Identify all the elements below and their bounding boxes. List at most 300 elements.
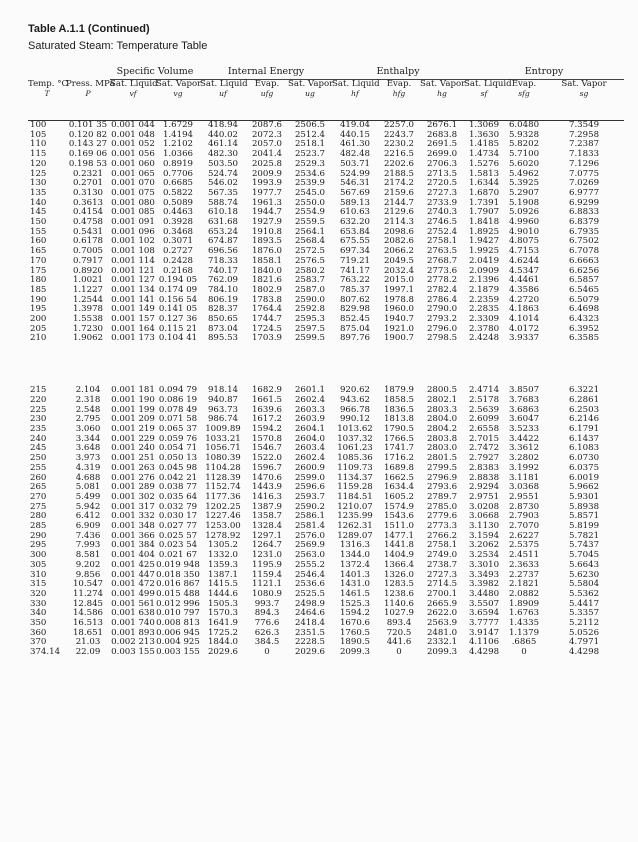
table-cell: 1682.9 [251,385,283,396]
table-cell: 2.8838 [468,472,500,483]
table-cell: 1085.36 [337,453,373,464]
table-cell: 1264.7 [251,540,283,551]
table-cell: 0.050 13 [158,453,198,464]
table-cell: 3.5233 [508,423,540,434]
table-cell: 1.6763 [508,608,540,619]
table-cell: 2790.0 [426,304,458,315]
column-header [156,80,200,121]
table-cell: 265 [30,482,47,493]
table-cell: 1184.51 [337,491,373,502]
table-cell: 0.156 54 [158,294,198,305]
group-specific-volume: Specific Volume [110,64,200,80]
table-cell: 1.5276 [468,158,500,169]
table-cell: 4.9010 [508,226,540,237]
table-cell: 4.4461 [508,275,540,286]
table-title: Table A.1.1 (Continued) [28,23,150,35]
table-cell: 2049.5 [383,255,415,266]
table-cell: 0.038 77 [158,482,198,493]
table-cell: 2228.5 [294,637,326,648]
table-cell: 240 [30,433,47,444]
table-cell: 1764.4 [251,304,283,315]
table-cell: 2.6099 [468,414,500,425]
table-cell: 4.5347 [508,265,540,276]
table-cell: 1813.8 [383,414,415,425]
table-cell: 2523.7 [294,149,326,160]
column-symbol: ug [305,89,315,98]
table-cell: 2025.8 [251,158,283,169]
table-cell: 230 [30,414,47,425]
table-cell: 6.6663 [568,255,600,266]
table-cell: 0 [264,647,270,658]
column-label: Sat. Vapor [288,79,334,89]
table-cell: 2.9551 [508,491,540,502]
table-cell: 1366.4 [383,559,415,570]
table-cell: 1.6729 [162,120,194,130]
table-cell: 776.6 [254,618,280,629]
table-cell: 1227.46 [205,511,241,522]
table-cell: 918.14 [207,385,239,396]
table-cell: 0.001 096 [111,226,155,237]
table-cell: 2512.4 [294,129,326,140]
table-cell: 0.6685 [162,178,194,189]
table-cell: 190 [30,294,47,305]
table-cell: 966.78 [339,404,371,415]
table-cell: 2563.0 [294,550,326,561]
table-cell: 3.2534 [468,550,500,561]
table-cell: 0.2701 [72,178,104,189]
table-cell: 0.174 09 [158,284,198,295]
table-cell: 1790.5 [383,423,415,434]
table-cell: 310 [30,569,47,580]
table-cell: 0.2321 [72,168,104,179]
table-cell: 4.688 [75,472,101,483]
table-cell: 2700.1 [426,588,458,599]
table-cell: 8.581 [75,550,101,561]
table-cell: 986.74 [207,414,239,425]
table-cell: 0.019 948 [156,559,200,570]
table-cell: 1960.0 [383,304,415,315]
table-cell: 875.04 [339,323,371,334]
table-cell: 1.6870 [468,187,500,198]
table-cell: 2683.8 [426,129,458,140]
table-cell: 1.0366 [162,149,194,160]
table-cell: 2727.3 [426,569,458,580]
table-cell: 482.48 [339,149,371,160]
table-cell: 2525.5 [294,588,326,599]
table-cell: 0.001 164 [111,323,155,334]
table-cell: 5.8571 [568,511,600,522]
table-cell: 0.5822 [162,187,194,198]
table-cell: 1326.0 [383,569,415,580]
table-cell: 0.086 19 [158,394,198,405]
table-cell: 0.101 35 [68,120,108,130]
table-cell: 2785.0 [426,501,458,512]
table-cell: 740.17 [207,265,239,276]
column-symbol: sg [579,89,589,98]
table-cell: 5.3357 [568,608,600,619]
table-cell: 0.001 404 [111,550,155,561]
table-cell: 873.04 [207,323,239,334]
table-cell: 12.845 [72,598,104,609]
table-cell: 0.094 79 [158,385,198,396]
table-cell: 2144.7 [383,197,415,208]
table-cell: 0.032 79 [158,501,198,512]
table-cell: 2129.6 [383,207,415,218]
table-cell: 3.4480 [468,588,500,599]
table-cell: 0.021 67 [158,550,198,561]
column-label: Sat. Liquid [110,79,158,89]
table-cell: 2665.9 [426,598,458,609]
table-cell: 2.2737 [508,569,540,580]
table-cell: 0.169 06 [68,149,108,160]
table-cell: 0.003 155 [156,647,200,658]
table-cell: 0.5089 [162,197,194,208]
table-cell: 1159.4 [251,569,283,580]
table-cell: 2563.9 [426,618,458,629]
table-cell: 1725.2 [207,627,239,638]
table-cell: 18.651 [72,627,104,638]
table-cell: 115 [30,149,47,160]
table-cell: 290 [30,530,47,541]
table-cell: 1703.9 [251,333,283,344]
table-cell: 10.547 [72,579,104,590]
table-cell: 5.4417 [568,598,600,609]
table-cell: 1844.0 [207,637,239,648]
table-cell: 0.4154 [72,207,104,218]
table-cell: 1594.2 [339,608,371,619]
table-cell: 1634.4 [383,482,415,493]
table-cell: 3.3982 [468,579,500,590]
table-cell: 785.37 [339,284,371,295]
table-cell: 2804.2 [426,423,458,434]
table-cell: 741.17 [339,265,371,276]
column-label: Press. MPa [66,78,115,89]
table-cell: 1316.3 [339,540,371,551]
table-cell: 1080.39 [205,453,241,464]
table-cell: 0.001 056 [111,149,155,160]
table-cell: 1.0021 [72,275,104,286]
table-cell: 2766.2 [426,530,458,541]
table-cell: 130 [30,178,47,189]
column-symbol: T [44,88,50,98]
table-cell: 1900.7 [383,333,415,344]
table-block-2 [28,386,624,658]
table-cell: 546.31 [339,178,371,189]
table-cell: 2749.0 [426,550,458,561]
table-cell: 2583.7 [294,275,326,286]
table-cell: 1358.7 [251,511,283,522]
table-cell: 1724.5 [251,323,283,334]
table-cell: 1511.0 [383,521,415,532]
table-cell: 2801.5 [426,453,458,464]
table-cell: 0.001 080 [111,197,155,208]
table-cell: 1159.28 [337,482,373,493]
table-cell: 2590.0 [294,294,326,305]
table-cell: 3.648 [75,443,101,454]
table-cell: 6.1083 [568,443,600,454]
table-cell: 1.6344 [468,178,500,189]
table-cell: 0.002 213 [111,637,155,648]
table-cell: 0.001 108 [111,246,155,257]
table-cell: 200 [30,314,47,325]
table-cell: 2763.5 [426,246,458,257]
table-cell: 1927.9 [251,217,283,228]
table-cell: 2550.0 [294,197,326,208]
table-cell: 0.001 472 [111,579,155,590]
table-cell: 0.016 867 [156,579,200,590]
table-cell: 1401.3 [339,569,371,580]
table-cell: 9.202 [75,559,101,570]
table-cell: 1461.5 [339,588,371,599]
table-cell: 2.318 [75,394,101,405]
table-cell: 110 [30,139,47,150]
table-cell: 315 [30,579,47,590]
table-cell: 567.69 [339,187,371,198]
column-label: Sat. Liquid [464,79,512,89]
table-cell: 697.34 [339,246,371,257]
table-cell: 1283.5 [383,579,415,590]
table-cell: 3.060 [75,423,101,434]
table-cell: 482.30 [207,149,239,160]
table-cell: 1033.21 [205,433,241,444]
table-cell: 1766.5 [383,433,415,444]
table-cell: 100 [30,120,47,130]
table-cell: 2802.1 [426,394,458,405]
table-cell: 2.9294 [468,482,500,493]
table-cell: 2758.1 [426,236,458,247]
table-cell: 1.1227 [72,284,104,295]
table-cell: 2545.0 [294,187,326,198]
table-cell: 0.027 77 [158,521,198,532]
table-cell: 2706.3 [426,158,458,169]
table-cell: 5.7437 [568,540,600,551]
table-cell: 255 [30,462,47,473]
table-cell: 0.001 199 [111,404,155,415]
table-cell: 2534.6 [294,168,326,179]
table-cell: 2418.4 [294,618,326,629]
table-cell: 2796.0 [426,323,458,334]
table-cell: 2072.3 [251,129,283,140]
column-header [332,80,378,121]
table-cell: 2789.7 [426,491,458,502]
table-cell: 0.3613 [72,197,104,208]
table-cell: 5.6020 [508,158,540,169]
table-cell: 5.1908 [508,197,540,208]
table-cell: 6.7935 [568,226,600,237]
table-cell: 3.0208 [468,501,500,512]
table-cell: 3.7683 [508,394,540,405]
table-cell: 0.025 57 [158,530,198,541]
table-cell: 2.6558 [468,423,500,434]
column-header [246,80,288,121]
table-cell: 145 [30,207,47,218]
column-header [378,80,420,121]
table-cell: 150 [30,217,47,228]
table-cell: 2752.4 [426,226,458,237]
table-cell: 2041.4 [251,149,283,160]
table-cell: 2559.5 [294,217,326,228]
table-cell: 1978.8 [383,294,415,305]
table-cell: 3.3493 [468,569,500,580]
table-cell: 524.99 [339,168,371,179]
table-cell: 1.3630 [468,129,500,140]
table-cell: 2555.2 [294,559,326,570]
table-cell: 1328.4 [251,521,283,532]
table-cell: 461.14 [207,139,239,150]
column-label: Sat. Vapor [420,79,466,89]
table-cell: 2581.4 [294,521,326,532]
table-cell: 1961.3 [251,197,283,208]
group-entropy: Entropy [464,64,624,80]
table-cell: 2.4248 [468,333,500,344]
table-cell: 2746.5 [426,217,458,228]
column-header [28,78,69,121]
table-cell: 2554.9 [294,207,326,218]
table-cell: 4.6244 [508,255,540,266]
column-header-row [28,80,624,121]
table-cell: 0.001 638 [111,608,155,619]
table-cell: 5.9328 [508,129,540,140]
table-cell: 0.010 797 [156,608,200,619]
table-cell: 235 [30,423,47,434]
table-cell: 3.0668 [468,511,500,522]
table-cell: 0.001 075 [111,187,155,198]
table-cell: 1605.2 [383,491,415,502]
table-row [28,648,624,658]
table-cell: 1404.9 [383,550,415,561]
table-cell: 1.8418 [468,217,500,228]
table-cell: 2.3309 [468,314,500,325]
table-cell: 2.5178 [468,394,500,405]
table-cell: 2691.5 [426,139,458,150]
table-cell: 1.5813 [468,168,500,179]
table-cell: 2798.5 [426,333,458,344]
table-cell: 0.2428 [162,255,194,266]
table-cell: 7.2387 [568,139,600,150]
table-cell: 2098.6 [383,226,415,237]
table-cell: 2159.6 [383,187,415,198]
table-cell: 2599.5 [294,333,326,344]
table-cell: 1.4194 [162,129,194,140]
table-cell: 1387.1 [207,569,239,580]
table-cell: 920.62 [339,385,371,396]
table-cell: 9.856 [75,569,101,580]
table-cell: 0.071 58 [158,414,198,425]
table-cell: 1570.3 [207,608,239,619]
table-cell: 0.059 76 [158,433,198,444]
table-cell: 963.73 [207,404,239,415]
table-cell: 631.68 [207,217,239,228]
table-cell: 6.2861 [568,394,600,405]
table-cell: 1689.8 [383,462,415,473]
table-cell: 2216.5 [383,149,415,160]
table-cell: 0.3928 [162,217,194,228]
table-cell: 0.7917 [72,255,104,266]
table-cell: 5.9662 [568,482,600,493]
table-cell: 0.018 350 [156,569,200,580]
table-cell: 6.412 [75,511,101,522]
table-cell: 0.001 302 [111,491,155,502]
group-internal-energy: Internal Energy [200,64,332,80]
table-cell: 2586.1 [294,511,326,522]
table-cell: 2188.5 [383,168,415,179]
table-cell: 2793.2 [426,314,458,325]
table-cell: 0.7706 [162,168,194,179]
column-symbol: hg [437,89,447,98]
table-cell: 0.078 49 [158,404,198,415]
table-cell: 1836.5 [383,404,415,415]
table-cell: 850.65 [207,314,239,325]
table-cell: 1921.0 [383,323,415,334]
table-cell: 1177.36 [205,491,241,502]
table-cell: 1744.7 [251,314,283,325]
table-cell: 2243.7 [383,129,415,140]
table-cell: 2015.0 [383,275,415,286]
table-cell: 374.14 [30,647,61,658]
table-cell: 2727.3 [426,187,458,198]
table-cell: 0.035 64 [158,491,198,502]
table-cell: 2202.6 [383,158,415,169]
table-cell: 2087.6 [251,120,283,130]
table-cell: 0.2727 [162,246,194,257]
table-cell: 626.3 [254,627,280,638]
table-cell: 0.001 425 [111,559,155,570]
table-cell: 7.0269 [568,178,600,189]
table-cell: 1940.7 [383,314,415,325]
table-cell: 2602.4 [294,453,326,464]
table-cell: 1574.9 [383,501,415,512]
table-cell: 1525.3 [339,598,371,609]
table-cell: 205 [30,323,47,334]
table-cell: 3.6863 [508,404,540,415]
table-cell: 2782.4 [426,284,458,295]
table-cell: 4.0172 [508,323,540,334]
table-cell: 6.3952 [568,323,600,334]
table-cell: 2699.0 [426,149,458,160]
column-header [464,79,512,121]
table-cell: 0.001 044 [111,120,155,130]
table-cell: 0.001 060 [111,158,155,169]
table-cell: 5.8938 [568,501,600,512]
column-symbol: P [85,88,91,98]
table-cell: 720.5 [386,627,412,638]
table-cell: 22.09 [75,647,101,658]
table-cell: 1546.7 [251,443,283,454]
table-cell: 1.7230 [72,323,104,334]
table-cell: 5.3925 [508,178,540,189]
table-cell: 0.120 82 [68,129,108,140]
table-cell: 5.8202 [508,139,540,150]
table-cell: 1617.2 [251,414,283,425]
table-cell: 610.63 [339,207,371,218]
table-cell: 285 [30,521,47,532]
table-cell: 1993.9 [251,178,283,189]
table-cell: 2773.3 [426,521,458,532]
table-cell: 1879.9 [383,385,415,396]
table-cell: 2597.5 [294,323,326,334]
column-header [110,80,156,121]
table-cell: 1441.8 [383,540,415,551]
column-header [200,80,246,121]
table-cell: 1.4335 [508,618,540,629]
table-cell: 0.001 102 [111,236,155,247]
table-cell: 0.001 240 [111,443,155,454]
table-cell: 2.548 [75,404,101,415]
table-cell: 829.98 [339,304,371,315]
table-cell: 2799.5 [426,462,458,473]
table-cell: 1741.7 [383,443,415,454]
table-cell: 1387.9 [251,501,283,512]
